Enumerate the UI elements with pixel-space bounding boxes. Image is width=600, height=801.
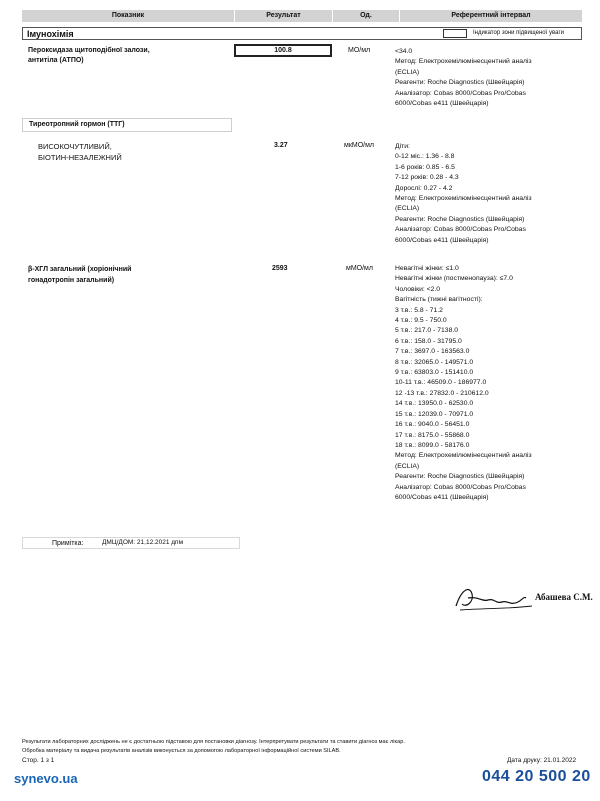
table-header (22, 10, 582, 22)
ref-line: 3 т.в.: 5.8 - 71.2 (395, 306, 443, 314)
section-title: Імунохімія (27, 29, 74, 39)
ref-line: 17 т.в.: 8175.0 - 55868.0 (395, 431, 470, 439)
attention-indicator-box (443, 29, 467, 38)
ref-line: (ECLIA) (395, 462, 420, 470)
footer-disclaimer-1: Результати лабораторних досліджень не є достатньою підставою для постановки діагнозу. Інтерпретувати результати та ставити діагноз має лікар. (22, 739, 405, 745)
print-date: Дата друку: 21.01.2022 (507, 757, 577, 764)
ref-line: 10-11 т.в.: 46509.0 - 186977.0 (395, 379, 487, 387)
ref-line: Невагітні жінки: ≤1.0 (395, 265, 459, 272)
col-result-header: Результат (235, 10, 333, 22)
ref-line: Діти: (395, 143, 410, 150)
ref-line: 7-12 років: 0.28 - 4.3 (395, 174, 459, 182)
ref-line: Реагенти: Roche Diagnostics (Швейцарія) (395, 473, 525, 481)
test-atpo-name-1: Пероксидаза щитоподібної залози, (28, 47, 150, 54)
ref-line: 6 т.в.: 158.0 - 31795.0 (395, 337, 462, 345)
note-label: Примітка: (52, 540, 84, 547)
test-atpo-reference (395, 47, 570, 109)
ref-line: (ECLIA) (395, 205, 420, 213)
test-atpo-result: 100.8 (234, 44, 332, 57)
test-hcg-name-2: гонадотропін загальний) (28, 277, 115, 284)
ref-line: Реагенти: Roche Diagnostics (Швейцарія) (395, 79, 525, 87)
ref-line: Метод: Електрохемілюмінесцентний аналіз (395, 58, 532, 66)
test-hcg-name-1: β-ХГЛ загальний (хоріонічний (28, 266, 132, 273)
ref-line: 0-12 міс.: 1.36 - 8.8 (395, 153, 455, 161)
ref-line: Аналізатор: Cobas 8000/Cobas Pro/Cobas (395, 483, 526, 491)
test-ttg-reference (395, 142, 570, 246)
ref-line: 14 т.в.: 13950.0 - 62530.0 (395, 400, 474, 408)
col-reference-header: Референтний інтервал (400, 10, 582, 22)
ref-line: Метод: Електрохемілюмінесцентний аналіз (395, 452, 532, 460)
ref-line: Дорослі: 0.27 - 4.2 (395, 184, 453, 192)
ref-line: 8 т.в.: 32065.0 - 149571.0 (395, 358, 474, 366)
test-ttg-group-title: Тиреотропний гормон (ТТГ) (22, 118, 232, 132)
section-bar (22, 27, 582, 40)
attention-indicator-label: Індикатор зони підвищеної уваги (473, 30, 564, 36)
footer-disclaimer-2: Обробка матеріалу та видача результатів аналізів виконується за допомогою лабораторної інформаційної системи SILAB. (22, 748, 341, 754)
ref-line: 1-6 років: 0.85 - 6.5 (395, 163, 455, 171)
test-hcg-unit: мМО/мл (346, 265, 373, 272)
ref-line: Чоловіки: <2.0 (395, 285, 441, 293)
ref-line: Вагітність (тижні вагітності): (395, 296, 483, 304)
ref-line: 6000/Cobas e411 (Швейцарія) (395, 100, 489, 108)
ref-line: Аналізатор: Cobas 8000/Cobas Pro/Cobas (395, 226, 526, 234)
col-indicator-header: Показник (22, 10, 235, 22)
ref-line: Невагітні жінки (постменопауза): ≤7.0 (395, 275, 513, 283)
test-ttg-name-1: ВИСОКОЧУТЛИВИЙ, (38, 142, 112, 151)
ref-line: <34.0 (395, 48, 413, 55)
col-unit-header: Од. (333, 10, 400, 22)
ref-line: 7 т.в.: 3697.0 - 163563.0 (395, 348, 470, 356)
test-atpo-name-2: антитіла (АТПО) (28, 57, 84, 64)
ref-line: Аналізатор: Cobas 8000/Cobas Pro/Cobas (395, 89, 526, 97)
ref-line: (ECLIA) (395, 68, 420, 76)
test-ttg-name-2: БІОТИН-НЕЗАЛЕЖНИЙ (38, 153, 122, 162)
test-hcg-result: 2593 (272, 265, 288, 272)
test-hcg-reference (395, 264, 570, 503)
test-atpo-unit: МО/мл (348, 47, 371, 54)
note-text: ДМЦ/ДОМ: 21,12.2021 дпм (102, 539, 184, 546)
ref-line: Метод: Електрохемілюмінесцентний аналіз (395, 195, 532, 203)
ref-line: 4 т.в.: 9.5 - 750.0 (395, 317, 447, 325)
test-ttg-result: 3.27 (274, 142, 288, 149)
ref-line: 6000/Cobas e411 (Швейцарія) (395, 493, 489, 501)
ref-line: 15 т.в.: 12039.0 - 70971.0 (395, 410, 474, 418)
ref-line: 5 т.в.: 217.0 - 7138.0 (395, 327, 459, 335)
phone-number: 044 20 500 20 (482, 768, 591, 785)
ref-line: 6000/Cobas e411 (Швейцарія) (395, 236, 489, 244)
ref-line: 9 т.в.: 63803.0 - 151410.0 (395, 369, 474, 377)
page-number: Стор. 1 з 1 (22, 757, 55, 764)
ref-line: 16 т.в.: 9040.0 - 56451.0 (395, 421, 470, 429)
ref-line: 18 т.в.: 8099.0 - 58176.0 (395, 441, 470, 449)
ref-line: 12 -13 т.в.: 27832.0 - 210612.0 (395, 389, 489, 397)
brand-logo: synevo.ua (14, 771, 78, 786)
ref-line: Реагенти: Roche Diagnostics (Швейцарія) (395, 215, 525, 223)
signer-name: Абашева С.М. (535, 592, 593, 602)
test-ttg-unit: мкМО/мл (344, 142, 374, 149)
